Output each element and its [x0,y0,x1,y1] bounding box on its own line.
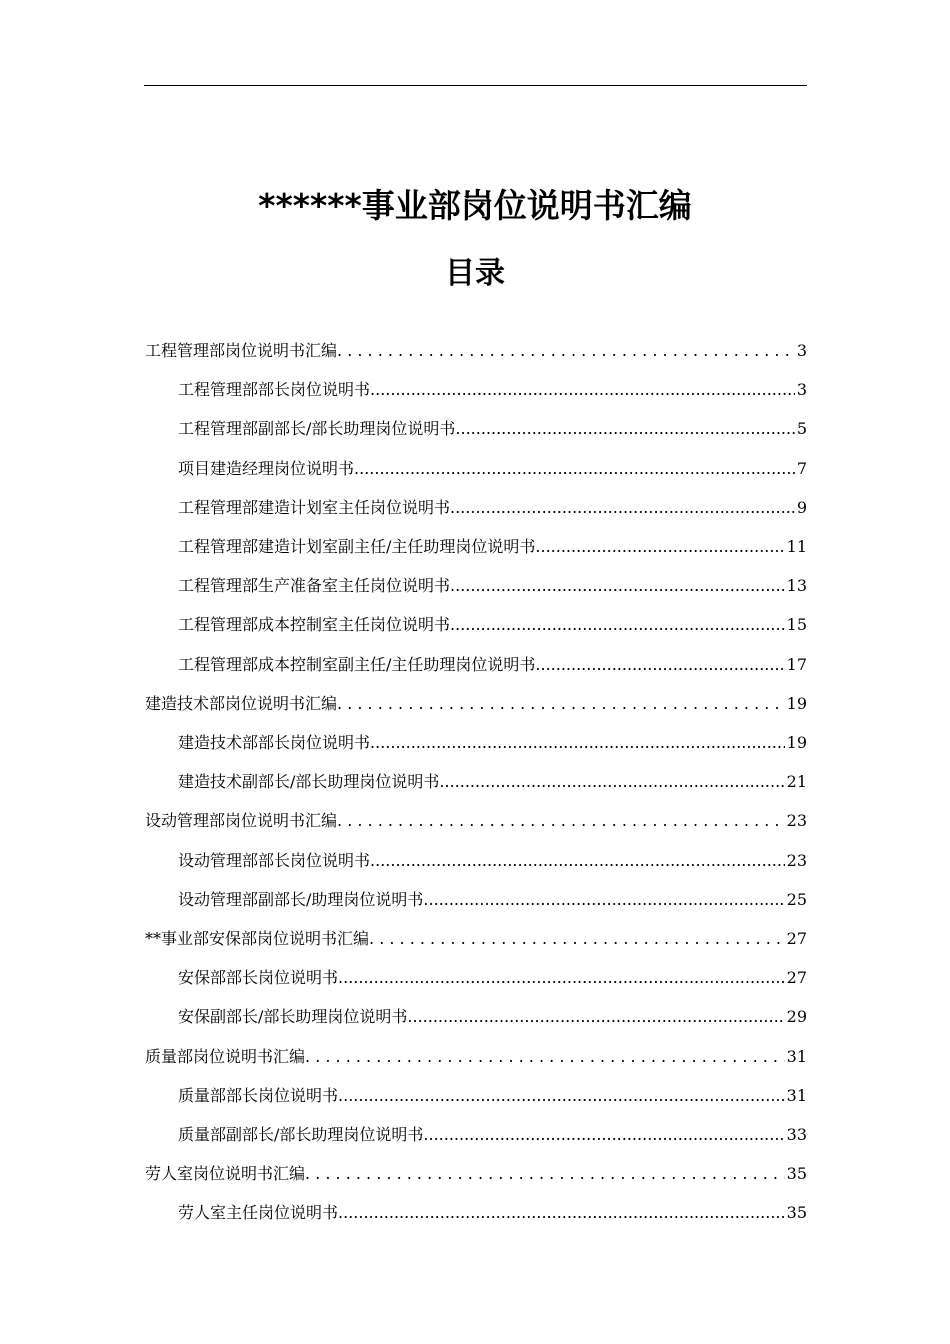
toc-dot-leader [337,339,795,363]
toc-dot-leader [423,888,784,912]
toc-entry-title: 建造技术部部长岗位说明书 [178,733,371,752]
toc-page-number: 29 [786,1007,807,1026]
toc-page-number: 19 [786,733,807,752]
toc-entry-title: 工程管理部岗位说明书汇编 [145,341,338,360]
toc-entry-title: 工程管理部副部长/部长助理岗位说明书 [178,419,456,438]
toc-subentry[interactable] [178,731,807,755]
toc-subentry[interactable] [178,1005,807,1029]
toc-entry-title: 质量部副部长/部长助理岗位说明书 [178,1125,424,1144]
toc-subentry[interactable] [178,1084,807,1108]
toc-dot-leader [369,927,785,951]
toc-page-number: 3 [796,341,807,360]
toc-dot-leader [338,1201,785,1225]
toc-page-number: 23 [786,811,807,830]
toc-entry-title: 质量部部长岗位说明书 [178,1086,339,1105]
toc-page-number: 9 [796,498,807,517]
toc-subentry[interactable] [178,1201,807,1225]
toc-dot-leader [338,966,785,990]
toc-subentry[interactable] [178,770,807,794]
document-title: ******事业部岗位说明书汇编 [258,186,692,225]
toc-entry-title: 工程管理部部长岗位说明书 [178,380,371,399]
toc-page-number: 27 [786,968,807,987]
toc-subentry[interactable] [178,966,807,990]
toc-entry-title: 设动管理部部长岗位说明书 [178,851,371,870]
toc-page-number: 17 [786,655,807,674]
toc-page-number: 31 [786,1086,807,1105]
toc-dot-leader [337,809,785,833]
toc-page-number: 35 [786,1203,807,1222]
toc-subentry[interactable] [178,849,807,873]
toc-dot-leader [455,417,794,441]
toc-entry-title: 工程管理部建造计划室主任岗位说明书 [178,498,451,517]
toc-entry-title: 工程管理部生产准备室主任岗位说明书 [178,576,451,595]
toc-subentry[interactable] [178,417,807,441]
toc-page-number: 15 [786,615,807,634]
toc-page-number: 33 [786,1125,807,1144]
toc-dot-leader [535,653,784,677]
toc-subentry[interactable] [178,613,807,637]
toc-entry-title: 劳人室岗位说明书汇编 [145,1164,306,1183]
toc-subentry[interactable] [178,574,807,598]
toc-entry-title: 建造技术部岗位说明书汇编 [145,694,338,713]
toc-page-number: 19 [786,694,807,713]
toc-page-number: 11 [786,537,807,556]
toc-dot-leader [338,1084,785,1108]
toc-subentry[interactable] [178,535,807,559]
toc-page-number: 23 [786,851,807,870]
toc-dot-leader [370,731,785,755]
toc-dot-leader [450,574,785,598]
toc-entry-title: 安保副部长/部长助理岗位说明书 [178,1007,408,1026]
toc-page-number: 35 [786,1164,807,1183]
toc-heading: 目录 [445,256,505,291]
toc-page-number: 7 [796,459,807,478]
toc-section-entry[interactable] [145,927,807,951]
toc-dot-leader [305,1045,785,1069]
toc-page-number: 31 [786,1047,807,1066]
toc-entry-title: 劳人室主任岗位说明书 [178,1203,339,1222]
toc-entry-title: 工程管理部成本控制室主任岗位说明书 [178,615,451,634]
toc-page-number: 5 [796,419,807,438]
toc-subentry[interactable] [178,1123,807,1147]
toc-page-number: 21 [786,772,807,791]
toc-subentry[interactable] [178,496,807,520]
toc-dot-leader [450,496,795,520]
toc-entry-title: 设动管理部岗位说明书汇编 [145,811,338,830]
toc-dot-leader [450,613,785,637]
toc-dot-leader [354,457,795,481]
toc-dot-leader [337,692,785,716]
toc-entry-title: **事业部安保部岗位说明书汇编 [145,929,370,948]
toc-section-entry[interactable] [145,809,807,833]
toc-section-entry[interactable] [145,339,807,363]
toc-page-number: 3 [796,380,807,399]
toc-page-number: 27 [786,929,807,948]
toc-subentry[interactable] [178,653,807,677]
toc-dot-leader [370,849,785,873]
toc-page-number: 13 [786,576,807,595]
toc-section-entry[interactable] [145,1045,807,1069]
toc-subentry[interactable] [178,457,807,481]
toc-entry-title: 工程管理部建造计划室副主任/主任助理岗位说明书 [178,537,536,556]
toc-entry-title: 建造技术副部长/部长助理岗位说明书 [178,772,440,791]
toc-dot-leader [407,1005,784,1029]
toc-dot-leader [305,1162,785,1186]
toc-dot-leader [423,1123,784,1147]
toc-dot-leader [370,378,795,402]
toc-dot-leader [535,535,784,559]
toc-entry-title: 项目建造经理岗位说明书 [178,459,355,478]
toc-section-entry[interactable] [145,692,807,716]
toc-subentry[interactable] [178,888,807,912]
toc-page-number: 25 [786,890,807,909]
toc-entry-title: 工程管理部成本控制室副主任/主任助理岗位说明书 [178,655,536,674]
toc-entry-title: 安保部部长岗位说明书 [178,968,339,987]
toc-entry-title: 设动管理部副部长/助理岗位说明书 [178,890,424,909]
toc-subentry[interactable] [178,378,807,402]
toc-section-entry[interactable] [145,1162,807,1186]
toc-dot-leader [439,770,784,794]
toc-entry-title: 质量部岗位说明书汇编 [145,1047,306,1066]
